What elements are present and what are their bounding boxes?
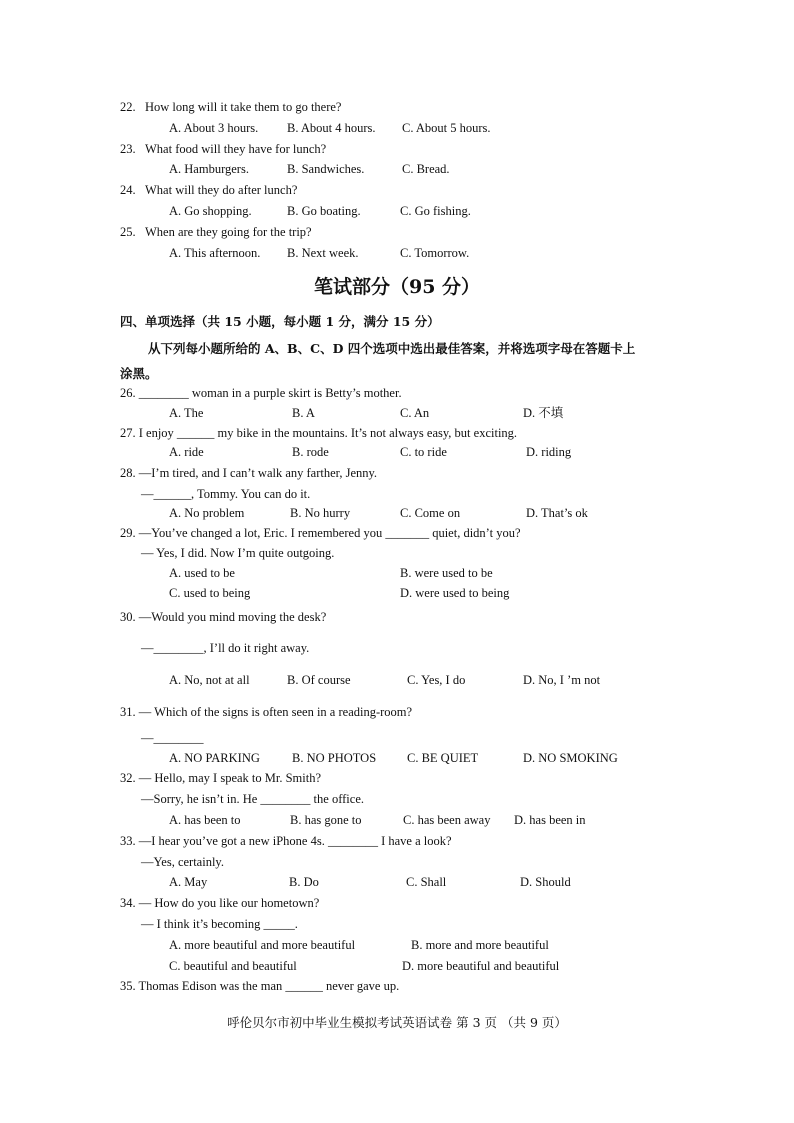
option-33c: C. Shall	[406, 875, 447, 889]
option-32b: B. has gone to	[290, 813, 362, 827]
option-28d: D. That’s ok	[526, 506, 588, 520]
question-25: 25. When are they going for the trip?	[120, 225, 312, 239]
question-30: 30. —Would you mind moving the desk?	[120, 610, 327, 624]
option-29b: B. were used to be	[400, 566, 493, 580]
option-34a: A. more beautiful and more beautiful	[169, 938, 356, 952]
option-33d: D. Should	[520, 875, 571, 889]
option-31a: A. NO PARKING	[169, 751, 260, 765]
option-32a: A. has been to	[169, 813, 241, 827]
option-28c: C. Come on	[400, 506, 461, 520]
question-31-reply: —________	[141, 731, 204, 745]
option-28b: B. No hurry	[290, 506, 351, 520]
section-instruction-cont: 涂黑。	[120, 366, 158, 381]
question-28-reply: —______, Tommy. You can do it.	[141, 487, 311, 501]
option-22b: B. About 4 hours.	[287, 121, 376, 135]
option-33b: B. Do	[289, 875, 319, 889]
option-23c: C. Bread.	[402, 162, 450, 176]
option-27a: A. ride	[169, 445, 204, 459]
question-text: What food will they have for lunch?	[145, 142, 327, 156]
question-33: 33. —I hear you’ve got a new iPhone 4s. ________ I have a look?	[120, 834, 452, 848]
option-23a: A. Hamburgers.	[169, 162, 249, 176]
question-32-reply: —Sorry, he isn’t in. He ________ the office.	[141, 792, 364, 806]
question-34: 34. — How do you like our hometown?	[120, 896, 320, 910]
option-26a: A. The	[169, 406, 204, 420]
option-25b: B. Next week.	[287, 246, 359, 260]
option-26b: B. A	[292, 406, 315, 420]
option-29c: C. used to being	[169, 586, 251, 600]
option-30b: B. Of course	[287, 673, 351, 687]
option-30c: C. Yes, I do	[407, 673, 466, 687]
option-27b: B. rode	[292, 445, 329, 459]
question-35: 35. Thomas Edison was the man ______ never gave up.	[120, 979, 400, 993]
section-heading: 四、单项选择（共 15 小题，每小题 1 分，满分 15 分）	[120, 314, 440, 329]
option-25a: A. This afternoon.	[169, 246, 261, 260]
option-28a: A. No problem	[169, 506, 245, 520]
question-34-reply: — I think it’s becoming _____.	[141, 917, 298, 931]
option-31b: B. NO PHOTOS	[292, 751, 377, 765]
question-33-reply: —Yes, certainly.	[141, 855, 224, 869]
option-31c: C. BE QUIET	[407, 751, 479, 765]
option-33a: A. May	[169, 875, 208, 889]
question-text: When are they going for the trip?	[145, 225, 312, 239]
option-24b: B. Go boating.	[287, 204, 361, 218]
option-34c: C. beautiful and beautiful	[169, 959, 297, 973]
option-25c: C. Tomorrow.	[400, 246, 470, 260]
option-27c: C. to ride	[400, 445, 447, 459]
option-29d: D. were used to being	[400, 586, 510, 600]
written-part-title: 笔试部分（95 分）	[313, 276, 481, 298]
option-34b: B. more and more beautiful	[411, 938, 549, 952]
option-24c: C. Go fishing.	[400, 204, 471, 218]
question-24: 24. What will they do after lunch?	[120, 183, 298, 197]
option-30a: A. No, not at all	[169, 673, 250, 687]
option-22c: C. About 5 hours.	[402, 121, 491, 135]
question-27: 27. I enjoy ______ my bike in the mountains. It’s not always easy, but exciting.	[120, 426, 518, 440]
question-text: What will they do after lunch?	[145, 183, 298, 197]
option-27d: D. riding	[526, 445, 572, 459]
option-26d: D. 不填	[523, 406, 564, 420]
section-instruction: 从下列每小题所给的 A、B、C、D 四个选项中选出最佳答案，并将选项字母在答题卡上	[148, 341, 636, 356]
option-24a: A. Go shopping.	[169, 204, 252, 218]
option-31d: D. NO SMOKING	[523, 751, 618, 765]
option-34d: D. more beautiful and beautiful	[402, 959, 560, 973]
question-23: 23. What food will they have for lunch?	[120, 142, 327, 156]
option-22a: A. About 3 hours.	[169, 121, 259, 135]
question-29-reply: — Yes, I did. Now I’m quite outgoing.	[141, 546, 335, 560]
question-28: 28. —I’m tired, and I can’t walk any farther, Jenny.	[120, 466, 378, 480]
question-31: 31. — Which of the signs is often seen in a reading-room?	[120, 705, 413, 719]
option-32d: D. has been in	[514, 813, 586, 827]
question-22: 22. How long will it take them to go there?	[120, 100, 342, 114]
option-32c: C. has been away	[403, 813, 491, 827]
option-30d: D. No, I ’m not	[523, 673, 601, 687]
option-26c: C. An	[400, 406, 430, 420]
question-text: How long will it take them to go there?	[145, 100, 342, 114]
question-26: 26. ________ woman in a purple skirt is Betty’s mother.	[120, 386, 402, 400]
question-32: 32. — Hello, may I speak to Mr. Smith?	[120, 771, 322, 785]
page-footer: 呼伦贝尔市初中毕业生模拟考试英语试卷 第 3 页 （共 9 页）	[227, 1015, 567, 1030]
question-30-reply: —________, I’ll do it right away.	[141, 641, 310, 655]
option-23b: B. Sandwiches.	[287, 162, 365, 176]
question-29: 29. —You’ve changed a lot, Eric. I remembered you _______ quiet, didn’t you?	[120, 526, 521, 540]
option-29a: A. used to be	[169, 566, 235, 580]
